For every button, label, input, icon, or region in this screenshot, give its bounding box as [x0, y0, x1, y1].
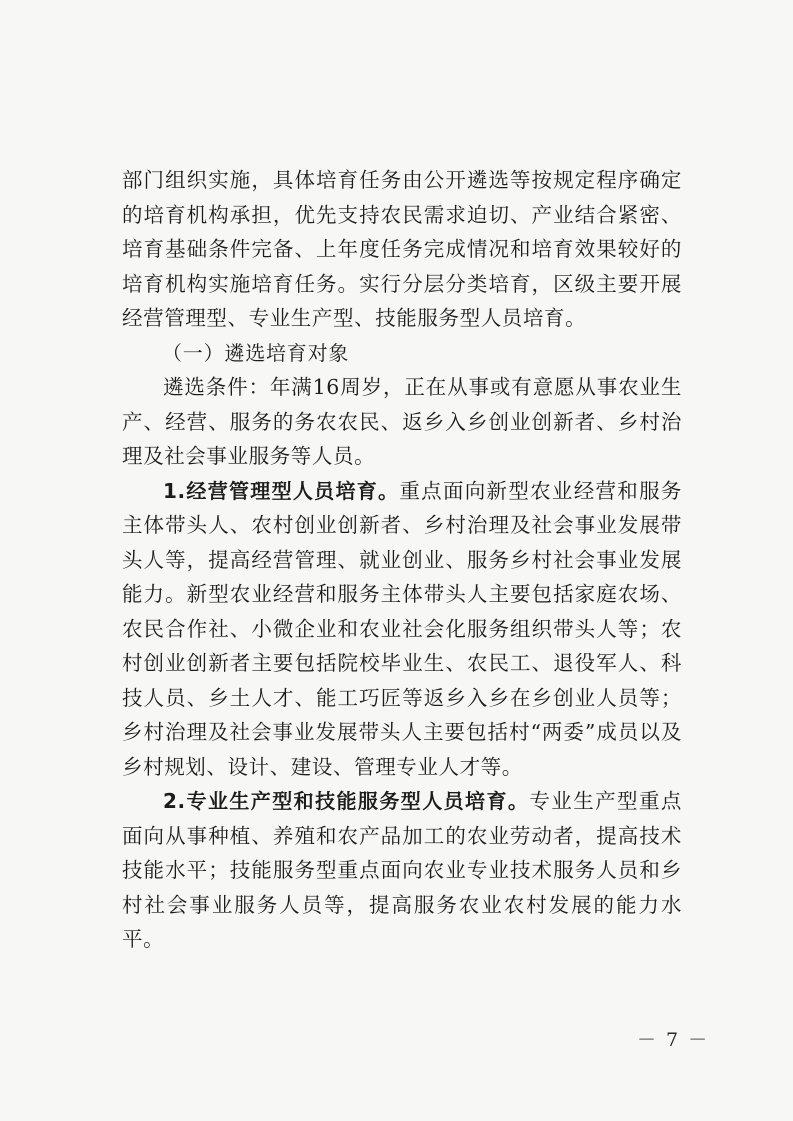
item-1-body: 重点面向新型农业经营和服务主体带头人、农村创业创新者、乡村治理及社会事业发展带头人等，提高经营管理、就业创业、服务乡村社会事业发展能力。新型农业经营和服务主体带头人主要包括家庭农场、农民合作社、小微企业和农业社会化服务组织带头人等；农村创业创新者主要包括院校毕业生、农民工、退役军人、科技人员、乡土人才、能工巧匠等返乡入乡在乡创业人员等；乡村治理及社会事业发展带头人主要包括村“两委”成员以及乡村规划、设计、建设、管理专业人才等。 — [122, 478, 682, 779]
item-1-lead: 1.经营管理型人员培育。 — [163, 478, 400, 503]
document-body — [122, 163, 682, 957]
intro-paragraph: 部门组织实施，具体培育任务由公开遴选等按规定程序确定的培育机构承担，优先支持农民需求迫切、产业结合紧密、培育基础条件完备、上年度任务完成情况和培育效果较好的培育机构实施培育任务。实行分层分类培育，区级主要开展经营管理型、专业生产型、技能服务型人员培育。 — [122, 168, 682, 330]
page-number: － 7 － — [637, 1029, 710, 1051]
item-2-paragraph — [122, 784, 682, 957]
item-1-paragraph — [122, 474, 682, 785]
item-2-lead: 2.专业生产型和技能服务型人员培育。 — [163, 789, 530, 813]
item-2-body: 专业生产型重点面向从事种植、养殖和农产品加工的农业劳动者，提高技术技能水平；技能服务型重点面向农业专业技术服务人员和乡村社会事业服务人员等，提高服务农业农村发展的能力水平。 — [122, 789, 682, 951]
section-heading: （一）遴选培育对象 — [162, 340, 350, 365]
criteria-paragraph: 遴选条件：年满16周岁，正在从事或有意愿从事农业生产、经营、服务的务农农民、返乡入乡创业创新者、乡村治理及社会事业服务等人员。 — [122, 375, 682, 468]
